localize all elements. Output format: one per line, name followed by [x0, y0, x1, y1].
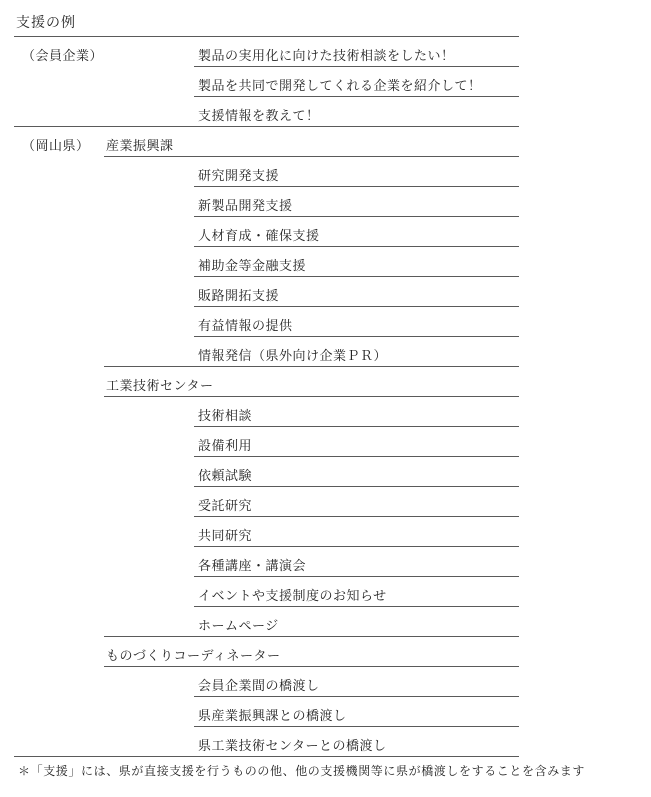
divider: [194, 306, 519, 307]
member-item: 製品を共同で開発してくれる企業を紹介して！: [198, 79, 482, 94]
divider: [194, 486, 519, 487]
group-name: ものづくりコーディネーター: [106, 649, 281, 664]
group-item: 依頼試験: [198, 469, 253, 484]
member-row-1: [0, 38, 520, 68]
group-item-row: [0, 218, 520, 248]
group-item-row: [0, 488, 520, 518]
group-item: 共同研究: [198, 529, 253, 544]
group-item: 補助金等金融支援: [198, 259, 307, 274]
group-item: 販路開拓支援: [198, 289, 280, 304]
divider: [104, 366, 519, 367]
divider: [14, 756, 519, 757]
group-row: [0, 368, 520, 398]
group-item-row: [0, 608, 520, 638]
group-item-row: [0, 668, 520, 698]
group-item: 会員企業間の橋渡し: [198, 679, 320, 694]
footnote: ＊「支援」には、県が直接支援を行うものの他、他の支援機関等に県が橋渡しをすることを含みます: [18, 764, 586, 778]
prefecture-row: [0, 128, 520, 158]
group-item: 各種講座・講演会: [198, 559, 307, 574]
group-item: 情報発信（県外向け企業ＰＲ）: [198, 349, 388, 364]
divider: [194, 96, 519, 97]
group-item: 県産業振興課との橋渡し: [198, 709, 347, 724]
group-item-row: [0, 158, 520, 188]
group-item-row: [0, 698, 520, 728]
divider: [194, 216, 519, 217]
divider: [194, 336, 519, 337]
member-row-3: [0, 98, 520, 128]
divider: [194, 276, 519, 277]
group-item-row: [0, 518, 520, 548]
group-item-row: [0, 578, 520, 608]
page-title: 支援の例: [16, 15, 76, 31]
divider: [194, 426, 519, 427]
group-item: 有益情報の提供: [198, 319, 293, 334]
group-item-row: [0, 428, 520, 458]
divider: [194, 456, 519, 457]
member-item: 製品の実用化に向けた技術相談をしたい！: [198, 49, 455, 64]
group-item-row: [0, 398, 520, 428]
prefecture-label: （岡山県）: [22, 139, 90, 154]
group-item-row: [0, 338, 520, 368]
group-item: 人材育成・確保支援: [198, 229, 320, 244]
divider: [194, 606, 519, 607]
group-item-row: [0, 278, 520, 308]
group-item: イベントや支援制度のお知らせ: [198, 589, 387, 604]
group-item-row: [0, 728, 520, 758]
group-item-row: [0, 248, 520, 278]
member-label: （会員企業）: [22, 49, 104, 64]
divider: [194, 516, 519, 517]
group-item-row: [0, 188, 520, 218]
divider: [194, 696, 519, 697]
divider: [104, 156, 519, 157]
group-item: 技術相談: [198, 409, 253, 424]
group-row: [0, 638, 520, 668]
divider: [104, 666, 519, 667]
divider: [104, 396, 519, 397]
member-row-2: [0, 68, 520, 98]
divider: [194, 246, 519, 247]
divider: [194, 546, 519, 547]
group-name: 工業技術センター: [106, 379, 214, 394]
group-item: 新製品開発支援: [198, 199, 293, 214]
group-item: ホームページ: [198, 619, 279, 634]
member-item: 支援情報を教えて！: [198, 109, 320, 124]
group-item: 県工業技術センターとの橋渡し: [198, 739, 387, 754]
divider: [194, 186, 519, 187]
divider: [194, 66, 519, 67]
divider: [14, 126, 519, 127]
group-item: 設備利用: [198, 439, 253, 454]
group-item: 受託研究: [198, 499, 253, 514]
group-name: 産業振興課: [106, 139, 174, 154]
divider: [194, 576, 519, 577]
divider: [14, 36, 519, 37]
group-item-row: [0, 308, 520, 338]
divider: [104, 636, 519, 637]
divider: [194, 726, 519, 727]
group-item: 研究開発支援: [198, 169, 280, 184]
group-item-row: [0, 458, 520, 488]
group-item-row: [0, 548, 520, 578]
